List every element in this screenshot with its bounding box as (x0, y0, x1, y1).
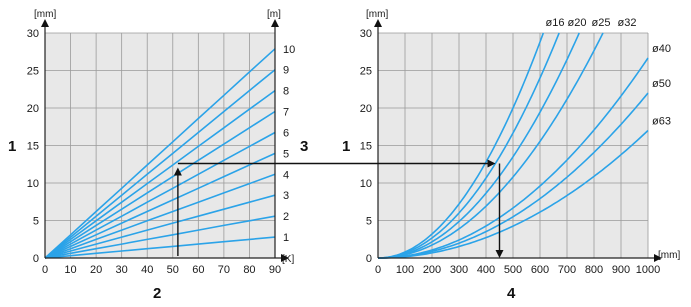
right-series-label-25: ø25 (591, 17, 611, 29)
left-series-label-10: 10 (283, 43, 296, 56)
left-y-tick-labels (27, 28, 39, 265)
right-y-tick-30: 30 (359, 28, 372, 40)
left-series-label-1: 1 (283, 232, 290, 245)
right-y-tick-10: 10 (359, 178, 372, 190)
left-series-labels (283, 44, 295, 244)
left-y-tick-15: 15 (26, 140, 39, 153)
left-y-unit: [mm] (34, 9, 57, 20)
right-series-label-63: ø63 (652, 115, 671, 128)
left-x-tick-80: 80 (243, 264, 256, 276)
right-x-tick-0: 0 (374, 264, 382, 276)
left-x-tick-50: 50 (166, 264, 179, 276)
right-y-unit: [mm] (366, 9, 389, 20)
right-x-tick-labels (375, 264, 660, 276)
right-y-tick-0: 0 (365, 253, 372, 265)
right-x-marker: 4 (507, 285, 516, 302)
left-x-marker: 2 (153, 285, 162, 302)
right-series-label-40: ø40 (652, 42, 671, 55)
left-y-tick-30: 30 (26, 28, 39, 40)
left-y-tick-25: 25 (26, 65, 39, 78)
left-x-tick-0: 0 (41, 264, 49, 276)
right-x-tick-900: 900 (611, 264, 631, 276)
right-series-label-32: ø32 (617, 17, 637, 29)
right-x-tick-700: 700 (557, 264, 577, 276)
left-series-label-7: 7 (283, 106, 290, 119)
left-series-label-5: 5 (283, 148, 290, 161)
right-y-tick-25: 25 (359, 65, 372, 78)
right-x-unit: [mm] (658, 250, 681, 261)
left-series-label-9: 9 (283, 64, 290, 77)
left-y-tick-5: 5 (32, 215, 39, 228)
right-chart (342, 9, 680, 302)
left-y-tick-10: 10 (26, 178, 39, 190)
left-x-tick-60: 60 (192, 264, 205, 276)
left-x-tick-20: 20 (89, 264, 103, 276)
left-y-marker: 1 (8, 138, 17, 155)
left-x-unit: [K] (282, 254, 295, 265)
right-x-tick-600: 600 (530, 264, 550, 276)
right-x-tick-500: 500 (503, 264, 523, 276)
right-series-label-50: ø50 (652, 78, 671, 90)
right-series-label-20: ø20 (567, 17, 587, 29)
right-y-tick-labels (360, 28, 372, 265)
right-x-tick-100: 100 (395, 264, 415, 276)
center-marker: 3 (300, 138, 309, 155)
left-y-tick-0: 0 (32, 253, 39, 265)
left-series-label-8: 8 (283, 85, 290, 98)
left-x-tick-90: 90 (268, 264, 282, 276)
left-x-tick-30: 30 (115, 264, 128, 276)
left-series-label-4: 4 (283, 169, 290, 182)
right-x-tick-300: 300 (449, 264, 469, 276)
right-x-tick-800: 800 (584, 264, 604, 276)
right-series-label-16: ø16 (545, 17, 565, 29)
left-series-label-6: 6 (283, 127, 290, 140)
right-x-tick-1000: 1000 (635, 264, 661, 276)
left-x-tick-10: 10 (64, 264, 77, 276)
right-x-tick-400: 400 (476, 264, 496, 276)
left-chart (8, 9, 308, 302)
right-y-tick-5: 5 (365, 215, 372, 228)
left-x-tick-40: 40 (141, 264, 154, 276)
left-right-unit: [m] (267, 9, 281, 20)
left-series-label-3: 3 (283, 190, 290, 203)
left-x-tick-70: 70 (217, 264, 231, 276)
right-y-tick-20: 20 (359, 103, 372, 115)
left-y-tick-20: 20 (26, 103, 39, 115)
left-x-tick-labels (42, 264, 281, 276)
left-series-label-2: 2 (283, 211, 290, 224)
right-y-tick-15: 15 (359, 140, 372, 153)
right-x-tick-200: 200 (422, 264, 442, 276)
right-y-marker: 1 (342, 138, 351, 155)
